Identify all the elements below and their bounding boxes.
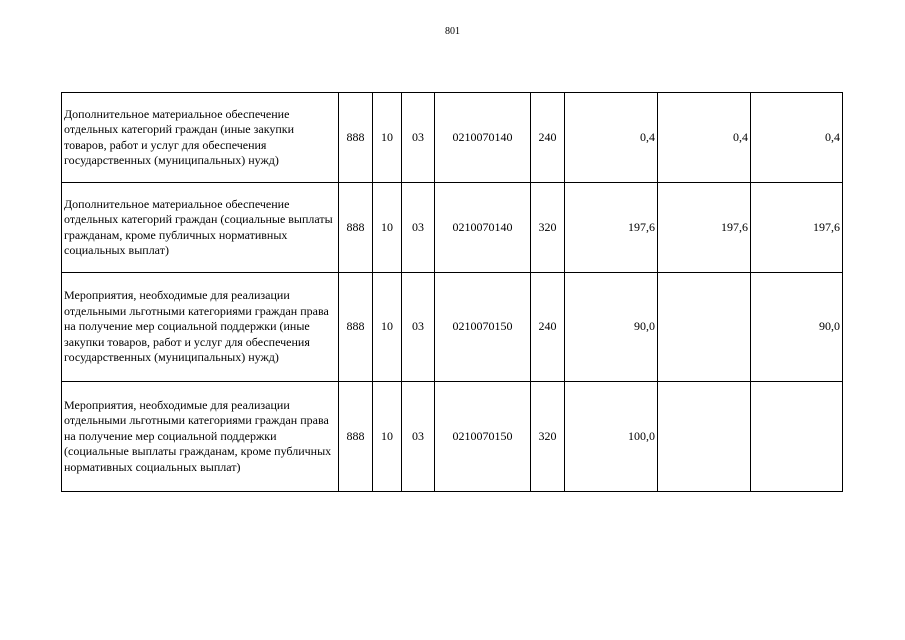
description-cell: Мероприятия, необходимые для реализации отдельными льготными категориями граждан права на получение мер социальной поддержки (социальные выплаты гражданам, кроме публичных нормативных социальных выплат) [62,382,339,492]
ministry-code-cell: 888 [339,93,373,183]
amount-2-cell: 197,6 [658,183,751,273]
expense-type-cell: 240 [531,273,565,382]
amount-1-cell: 100,0 [565,382,658,492]
subsection-code-cell: 03 [402,183,435,273]
amount-3-cell: 0,4 [751,93,843,183]
section-code-cell: 10 [373,93,402,183]
amount-3-cell: 90,0 [751,273,843,382]
table-row [62,273,843,382]
table-row [62,93,843,183]
description-cell: Мероприятия, необходимые для реализации отдельными льготными категориями граждан права на получение мер социальной поддержки (иные закупки товаров, работ и услуг для обеспечения государственных (муниципальных) нужд) [62,273,339,382]
target-article-cell: 0210070150 [435,382,531,492]
amount-3-cell: 197,6 [751,183,843,273]
section-code-cell: 10 [373,273,402,382]
amount-2-cell: 0,4 [658,93,751,183]
amount-2-cell [658,382,751,492]
table-row [62,382,843,492]
expense-type-cell: 320 [531,183,565,273]
ministry-code-cell: 888 [339,273,373,382]
description-cell: Дополнительное материальное обеспечение отдельных категорий граждан (иные закупки товаров, работ и услуг для обеспечения государственных (муниципальных) нужд) [62,93,339,183]
amount-2-cell [658,273,751,382]
subsection-code-cell: 03 [402,382,435,492]
expense-type-cell: 240 [531,93,565,183]
amount-3-cell [751,382,843,492]
section-code-cell: 10 [373,382,402,492]
amount-1-cell: 0,4 [565,93,658,183]
ministry-code-cell: 888 [339,183,373,273]
amount-1-cell: 90,0 [565,273,658,382]
subsection-code-cell: 03 [402,93,435,183]
target-article-cell: 0210070150 [435,273,531,382]
table-row [62,183,843,273]
target-article-cell: 0210070140 [435,183,531,273]
page-number: 801 [445,26,460,37]
section-code-cell: 10 [373,183,402,273]
description-cell: Дополнительное материальное обеспечение отдельных категорий граждан (социальные выплаты гражданам, кроме публичных нормативных социальных выплат) [62,183,339,273]
budget-table [61,92,843,492]
subsection-code-cell: 03 [402,273,435,382]
expense-type-cell: 320 [531,382,565,492]
target-article-cell: 0210070140 [435,93,531,183]
ministry-code-cell: 888 [339,382,373,492]
amount-1-cell: 197,6 [565,183,658,273]
